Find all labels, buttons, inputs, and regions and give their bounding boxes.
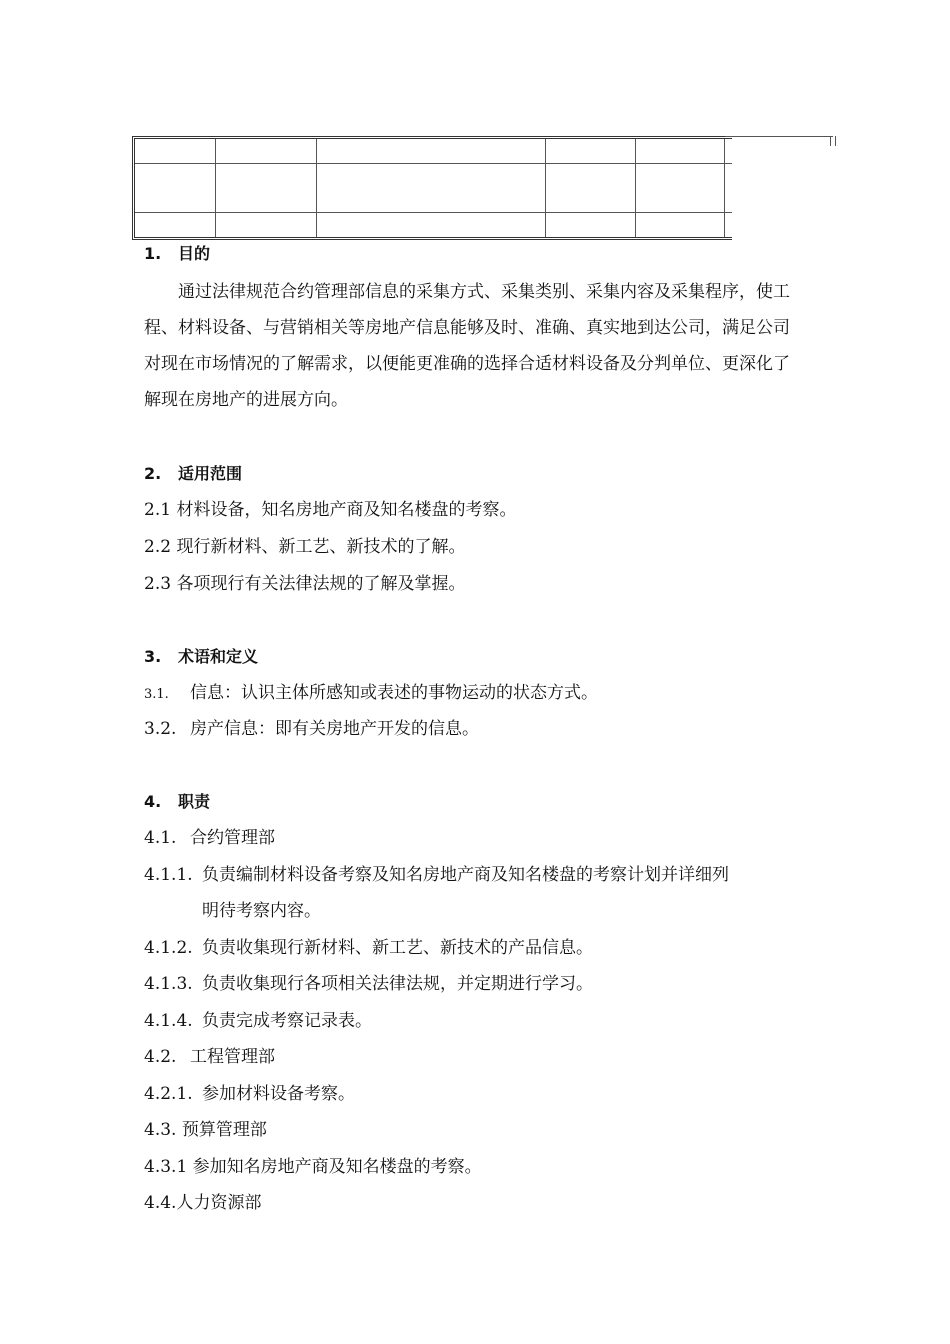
duty-continuation: 明待考察内容。 [202, 901, 321, 921]
duty-item: 4.4.人力资源部 [144, 1193, 262, 1213]
duty-text: 合约管理部 [190, 828, 275, 848]
table-cell [545, 213, 635, 238]
table-cell [316, 213, 545, 238]
table-cell [724, 139, 732, 164]
scope-item: 2.3 各项现行有关法律法规的了解及掌握。 [144, 574, 466, 594]
section-heading-purpose [144, 242, 210, 266]
table-cell [724, 164, 732, 213]
duty-text: 负责完成考察记录表。 [202, 1011, 372, 1031]
table-row [135, 164, 732, 213]
table-cell [316, 139, 545, 164]
table-extension-line [725, 136, 833, 137]
duty-number: 4.1.4. [144, 1011, 193, 1031]
section-title: 职责 [178, 792, 211, 811]
duty-item [144, 1082, 355, 1106]
section-heading-definitions [144, 645, 258, 669]
section-heading-duties [144, 790, 210, 814]
duty-item: 4.3. 预算管理部 [144, 1120, 267, 1140]
duty-number: 4.2. [144, 1047, 177, 1067]
table-cell [316, 164, 545, 213]
duty-text: 负责收集现行新材料、新工艺、新技术的产品信息。 [202, 938, 593, 958]
duty-item [144, 1009, 372, 1033]
duty-number: 4.1.1. [144, 865, 193, 885]
table-cell [135, 164, 215, 213]
table-cell [635, 164, 724, 213]
section-number: 2. [144, 464, 162, 483]
table-row [135, 139, 732, 164]
table-cell [545, 139, 635, 164]
scope-item: 2.2 现行新材料、新工艺、新技术的了解。 [144, 537, 466, 557]
table-cell [135, 213, 215, 238]
duty-text: 参加材料设备考察。 [202, 1084, 355, 1104]
duty-text: 负责编制材料设备考察及知名房地产商及知名楼盘的考察计划并详细列 [202, 865, 729, 885]
table-row [135, 213, 732, 238]
section-number: 4. [144, 792, 162, 811]
definition-number: 3.1. [144, 687, 169, 702]
table-cell [135, 139, 215, 164]
duty-text: 工程管理部 [190, 1047, 275, 1067]
section-number: 1. [144, 244, 162, 263]
duty-item [144, 972, 593, 996]
table-cell [724, 213, 732, 238]
duty-item: 4.3.1 参加知名房地产商及知名楼盘的考察。 [144, 1157, 482, 1177]
duty-item [144, 863, 729, 887]
table-cell [635, 213, 724, 238]
definition-number: 3.2. [144, 719, 177, 739]
table-cell [215, 213, 316, 238]
header-table [132, 136, 732, 240]
duty-item [144, 936, 593, 960]
duty-text: 负责收集现行各项相关法律法规，并定期进行学习。 [202, 974, 593, 994]
table-cell [215, 164, 316, 213]
purpose-paragraph: 通过法律规范合约管理部信息的采集方式、采集类别、采集内容及采集程序，使工程、材料设备、与营销相关等房地产信息能够及时、准确、真实地到达公司，满足公司对现在市场情况的了解需求，以便能更准确的选择合适材料设备及分判单位、更深化了解现在房地产的进展方向。 [144, 282, 790, 410]
duty-item [144, 826, 275, 850]
definition-item [144, 717, 479, 741]
section-title: 目的 [178, 244, 211, 263]
table-edge-mark [830, 136, 836, 146]
duty-item [144, 1045, 275, 1069]
definition-text: 房产信息：即有关房地产开发的信息。 [190, 719, 479, 739]
duty-number: 4.1. [144, 828, 177, 848]
table-cell [215, 139, 316, 164]
section-title: 术语和定义 [178, 647, 259, 666]
duty-number: 4.1.2. [144, 938, 193, 958]
table-cell [635, 139, 724, 164]
duty-number: 4.2.1. [144, 1084, 193, 1104]
duty-number: 4.1.3. [144, 974, 193, 994]
section-heading-scope [144, 462, 242, 486]
definition-item [144, 681, 598, 707]
definition-text: 信息：认识主体所感知或表述的事物运动的状态方式。 [190, 683, 598, 703]
scope-item: 2.1 材料设备，知名房地产商及知名楼盘的考察。 [144, 500, 517, 520]
section-number: 3. [144, 647, 162, 666]
section-title: 适用范围 [178, 464, 243, 483]
table-cell [545, 164, 635, 213]
